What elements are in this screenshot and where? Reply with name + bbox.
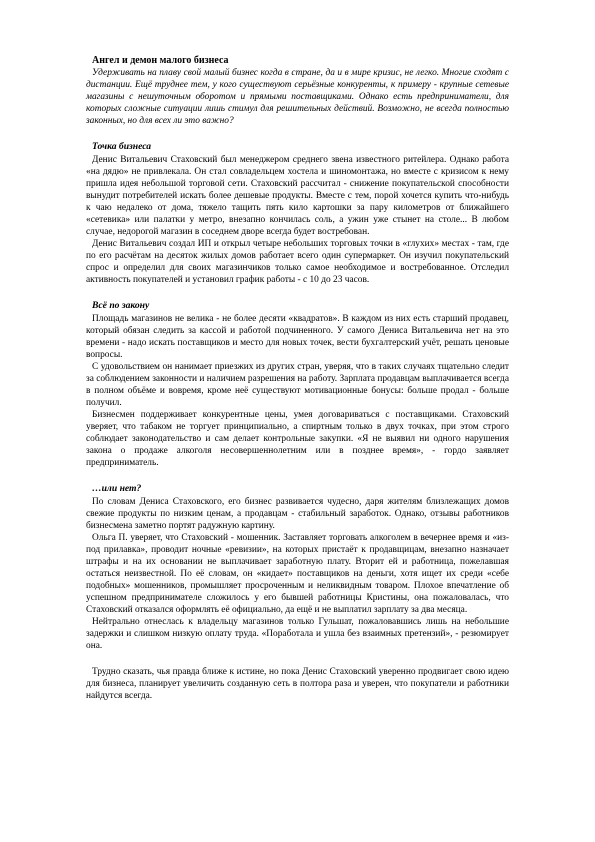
section-heading: …или нет? — [92, 483, 142, 494]
section-heading: Всё по закону — [92, 300, 150, 311]
section-or-not — [86, 483, 509, 652]
article-title: Ангел и демон малого бизнеса — [92, 55, 229, 66]
section-heading: Точка бизнеса — [92, 141, 152, 152]
paragraph: Ольга П. уверяет, что Стаховский - мошенник. Заставляет торговать алкоголем в вечернее время и «из-под прилавка», проводит ночные «ревизии», на которых пристаёт к продавщицам, внезапно назначает штрафы и на их основании не выплачивает заработную плату. Вторит ей и работница, пожелавшая остаться неизвестной. По её словам, он «кидает» поставщиков на деньги, хотя ищет их среди «себе подобных» мошенников, промышляет просроченным и неликвидным товаром. Плохое впечатление об успешном предпринимателе сложилось у его бывшей работницы Кристины, она пожаловалась, что Стаховский отказался оформлять её официально, да ещё и не выплатил зарплату за два месяца. — [86, 533, 509, 615]
paragraph: Денис Витальевич Стаховский был менеджером среднего звена известного ритейлера. Однако работа «на дядю» не привлекала. Он стал совладельцем хостела и шиномонтажа, но вместе с кризисом к нему пришла идея небольшой торговой сети. Стаховский рассчитал - снижение покупательской способности вынудит потребителей искать более дешевые продукты. Вместе с тем, порой хочется купить что-нибудь к чаю недалеко от дома, тяжело тащить пять кило картошки за пару километров от ближайшего «сетевика» или палатки у метро, внезапно кончилась соль, а ужин уже стынет на столе... В любом случае, недорогой магазин в соседнем дворе всегда будет востребован. — [86, 155, 509, 237]
section-by-law — [86, 300, 509, 469]
paragraph: Денис Витальевич создал ИП и открыл четыре небольших торговых точки в «глухих» местах - там, где по его расчётам на десяток жилых домов работает всего один супермаркет. Он изучил покупательский спрос и определил для своих магазинчиков только самое необходимое и востребованное. Отследил активность покупателей и установил график работы - с 10 до 23 часов. — [86, 239, 509, 285]
paragraph: По словам Дениса Стаховского, его бизнес развивается чудесно, даря жителям близлежащих домов свежие продукты по низким ценам, а продавцам - стабильный заработок. Однако, отзывы работников бизнесмена заметно портят радужную картину. — [86, 497, 509, 531]
paragraph: С удовольствием он нанимает приезжих из других стран, уверяя, что в таких случаях тщательно следит за соблюдением законности и наличием разрешения на работу. Зарплата продавцам выплачивается всегда в полном объёме и вовремя, кроме неё существуют мотивационные бонусы: больше продал - больше получил. — [86, 362, 509, 408]
paragraph: Площадь магазинов не велика - не более десяти «квадратов». В каждом из них есть старший продавец, который обязан следить за кассой и работой подчиненного. У самого Дениса Витальевича нет на это времени - надо искать поставщиков и место для новых точек, вести бухгалтерский учёт, решать ценовые вопросы. — [86, 314, 509, 360]
section-business-point — [86, 141, 509, 286]
paragraph: Нейтрально отнеслась к владельцу магазинов только Гульшат, пожаловавшись лишь на небольшие задержки и слишком низкую оплату труда. «Поработала и ушла без взаимных претензий», - резюмирует она. — [86, 617, 509, 651]
closing-paragraph: Трудно сказать, чья правда ближе к истине, но пока Денис Стаховский уверенно продвигает свою идею для бизнеса, планирует увеличить созданную сеть в полтора раза и уверен, что покупатели и работники найдутся всегда. — [86, 667, 509, 701]
article-lead: Удерживать на плаву свой малый бизнес когда в стране, да и в мире кризис, не легко. Многие сходят с дистанции. Ещё труднее тем, у кого существуют серьёзные конкуренты, к примеру - крупные сетевые магазины с нешуточным оборотом и прямыми поставщиками. Однако есть предприниматели, для которых сложные ситуации лишь стимул для решительных действий. Возможно, не всегда полностью законных, но для всех ли это важно? — [86, 68, 509, 126]
paragraph: Бизнесмен поддерживает конкурентные цены, умея договариваться с поставщиками. Стаховский уверяет, что табаком не торгует принципиально, а спиртным только в двух точках, при этом строго соблюдает законодательство и сам делает контрольные закупки. «Я не выявил ни одного нарушения закона о продаже алкоголя несовершеннолетним или в позднее время», - гордо заявляет предприниматель. — [86, 410, 509, 468]
